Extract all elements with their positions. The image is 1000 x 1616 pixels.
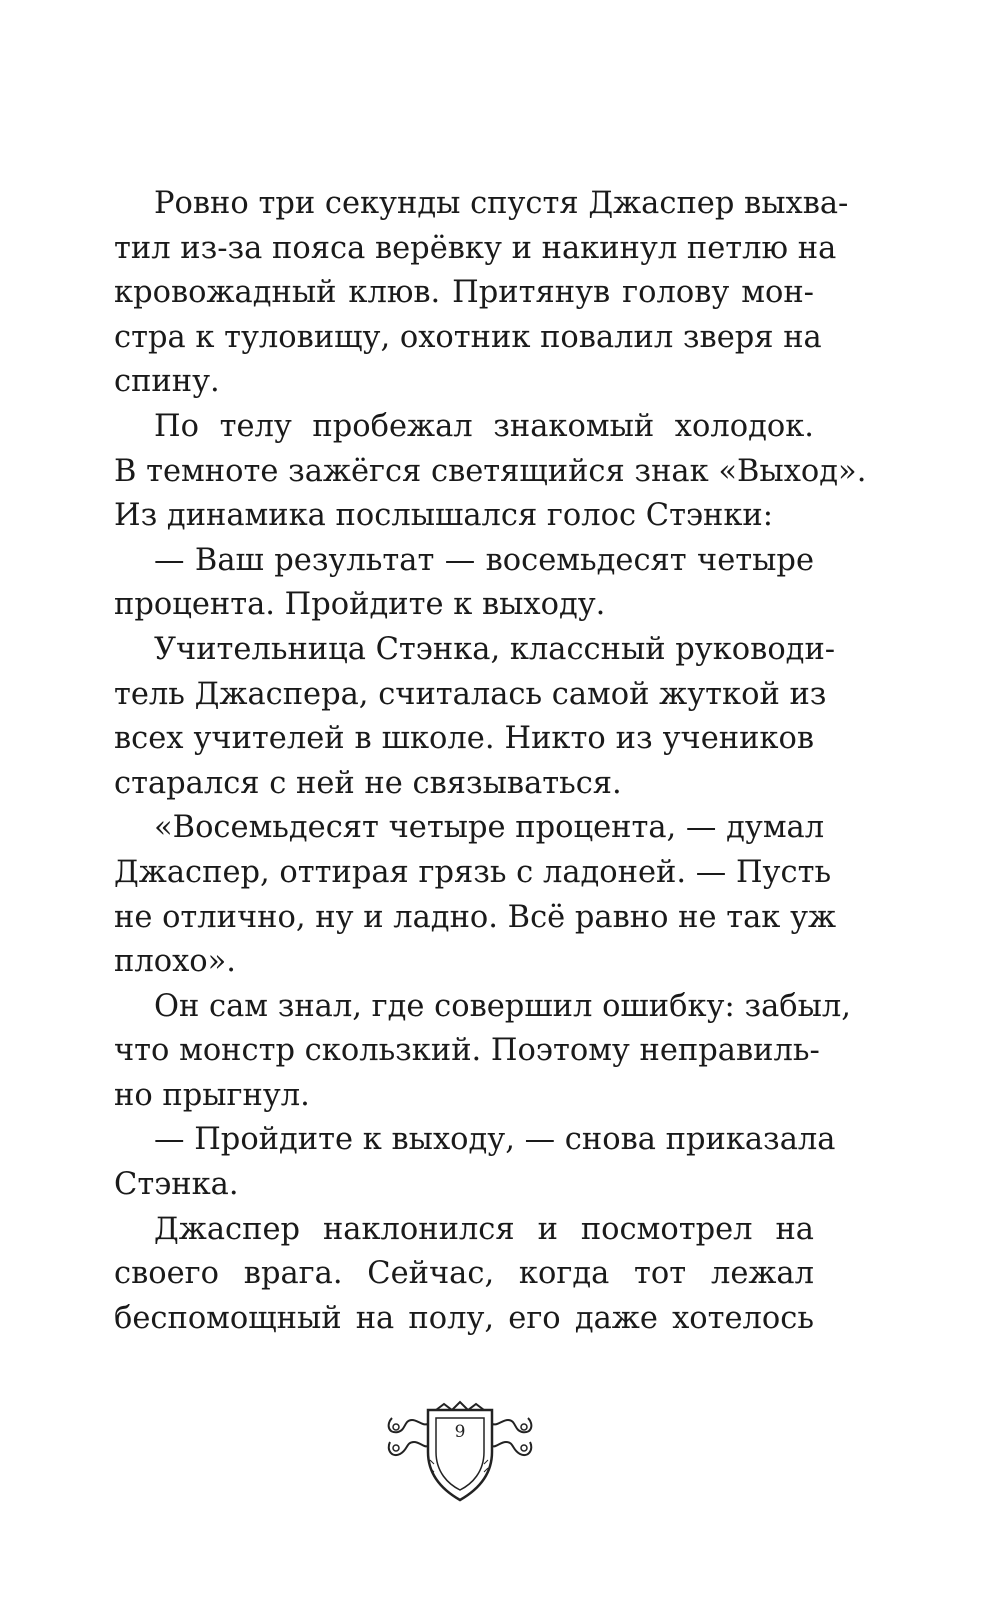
text-line: кровожадный клюв. Притянув голову мон- — [114, 275, 814, 311]
text-line: Джаспер, оттирая грязь с ладоней. — Пусть — [114, 854, 832, 890]
text-line: но прыгнул. — [114, 1077, 310, 1113]
text-line: Из динамика послышался голос Стэнки: — [114, 498, 774, 534]
text-line: Стэнка. — [114, 1167, 239, 1203]
text-line: своего врага. Сейчас, когда тот лежал — [114, 1256, 814, 1292]
shield-crest-icon — [384, 1398, 536, 1502]
text-line: плохо». — [114, 944, 236, 980]
text-line: «Восемьдесят четыре процента, — думал — [154, 810, 825, 846]
text-line: Он сам знал, где совершил ошибку: забыл, — [154, 988, 851, 1024]
page-number: 9 — [454, 1422, 466, 1442]
text-line: беспомощный на полу, его даже хотелось — [114, 1300, 814, 1336]
text-line: тель Джаспера, считалась самой жуткой из — [114, 676, 827, 712]
page-text — [114, 182, 867, 1341]
text-line: спину. — [114, 364, 220, 400]
text-line: не отлично, ну и ладно. Всё равно не так уж — [114, 899, 837, 935]
text-line: старался с ней не связываться. — [114, 765, 622, 801]
text-line: что монстр скользкий. Поэтому неправиль- — [114, 1033, 820, 1069]
text-line: стра к туловищу, охотник повалил зверя на — [114, 319, 822, 355]
text-line: тил из-за пояса верёвку и накинул петлю на — [114, 230, 837, 266]
text-line: Джаспер наклонился и посмотрел на — [154, 1211, 814, 1247]
text-line: процента. Пройдите к выходу. — [114, 587, 606, 623]
text-line: Ровно три секунды спустя Джаспер выхва- — [154, 186, 849, 221]
text-line: всех учителей в школе. Никто из учеников — [114, 721, 814, 757]
text-line: По телу пробежал знакомый холодок. — [154, 408, 814, 444]
text-line: — Пройдите к выходу, — снова приказала — [154, 1122, 836, 1158]
text-line: Учительница Стэнка, классный руководи- — [154, 631, 836, 667]
text-line: В темноте зажёгся светящийся знак «Выход». — [114, 453, 867, 489]
text-line: — Ваш результат — восемьдесят четыре — [154, 542, 814, 578]
